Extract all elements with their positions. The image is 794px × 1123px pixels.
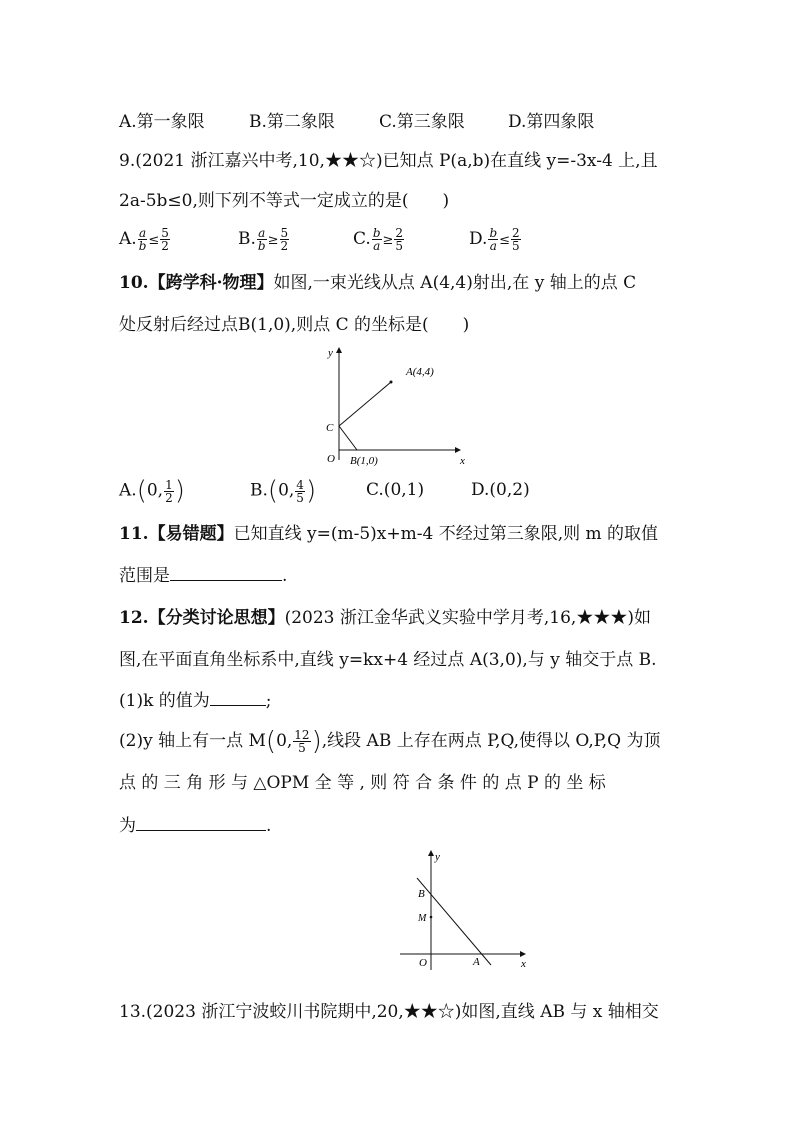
frac-num: a: [258, 226, 266, 240]
origin-label: O: [419, 957, 427, 969]
part2-text: (2)y 轴上有一点 M: [119, 731, 266, 751]
q9-option-b: [238, 227, 290, 252]
frac-den: 2: [161, 239, 169, 253]
incident-ray: [339, 382, 391, 426]
origin-label: O: [327, 453, 335, 465]
frac-num: 4: [296, 477, 304, 492]
point-m-label: M: [418, 913, 427, 924]
frac-den: 5: [512, 239, 520, 253]
option-label: C.: [353, 229, 371, 249]
relation: ≥: [382, 233, 394, 248]
q11-stem-text2: 范围是: [119, 566, 170, 586]
q12-stem-line2: 图,在平面直角坐标系中,直线 y=kx+4 经过点 A(3,0),与 y 轴交于点 B.: [119, 650, 657, 670]
q12-part2: (2)y 轴上有一点 M(0, $\frac{12}{5}$ ),线段 AB 上存在两点 P,Q,使得以 O,P,Q 为顶: [119, 726, 661, 757]
relation: ≤: [148, 233, 160, 248]
frac-num: 12: [294, 728, 310, 742]
q12-figure: [395, 845, 535, 975]
period: .: [282, 566, 288, 586]
y-axis-label: y: [435, 851, 440, 863]
q8-option-a: A.第一象限: [119, 112, 205, 132]
q8-option-c: C.第三象限: [379, 112, 465, 132]
frac-den: 2: [280, 239, 289, 253]
q9-option-a: [119, 227, 171, 252]
point-a-label: A(4,4): [406, 366, 434, 378]
option-label: B.: [250, 480, 268, 501]
point-m: [430, 916, 433, 919]
y-axis-label: y: [328, 347, 333, 359]
q10-option-a: A.(0, $\frac{1}{2}$ ): [119, 476, 185, 506]
frac-den: b: [138, 239, 147, 253]
answer-blank[interactable]: [136, 814, 266, 831]
frac-den: a: [489, 239, 497, 253]
q10-stem-line1: [119, 272, 636, 294]
point-b-label: B: [418, 888, 425, 900]
q10-option-c: C.(0,1): [366, 480, 425, 500]
period: .: [266, 816, 272, 836]
q10-figure: [320, 342, 480, 467]
answer-blank[interactable]: [170, 564, 282, 581]
coord-x: 0: [276, 731, 287, 751]
q12-tag: 12.【分类讨论思想】: [119, 608, 285, 628]
q10-stem-line2: 处反射后经过点B(1,0),则点 C 的坐标是( ): [119, 315, 470, 335]
q12-part1: [119, 689, 272, 712]
option-label: A.: [119, 480, 137, 501]
frac-num: 5: [280, 226, 289, 240]
coord-x: 0: [278, 480, 289, 501]
part1-text: (1)k 的值为: [119, 691, 210, 711]
line-ab: [417, 878, 491, 965]
line6-text: 为: [119, 816, 136, 836]
q12-line6: [119, 814, 271, 837]
frac-num: b: [489, 226, 498, 240]
option-label: A.: [119, 229, 137, 249]
point-b-label: B(1,0): [350, 455, 378, 467]
q13-stem-line1: 13.(2023 浙江宁波蛟川书院期中,20,★★☆)如图,直线 AB 与 x 轴相交: [119, 1002, 659, 1022]
part1-end: ;: [265, 691, 272, 711]
point-c-label: C: [326, 422, 334, 434]
q10-stem-text: 如图,一束光线从点 A(4,4)射出,在 y 轴上的点 C: [273, 273, 637, 293]
q8-option-d: D.第四象限: [508, 112, 595, 132]
q10-option-b: B.(0, $\frac{4}{5}$ ): [250, 476, 317, 506]
q12-stem-text: (2023 浙江金华武义实验中学月考,16,★★★)如: [284, 608, 651, 628]
frac-num: 2: [395, 226, 404, 240]
relation: ≤: [499, 233, 511, 248]
option-label: B.: [238, 229, 256, 249]
answer-blank[interactable]: [210, 689, 266, 706]
reflected-ray: [339, 426, 357, 450]
frac-num: 2: [512, 226, 520, 240]
part2-text2: ,线段 AB 上存在两点 P,Q,使得以 O,P,Q 为顶: [321, 731, 661, 751]
frac-den: 2: [165, 490, 173, 505]
frac-num: a: [138, 226, 147, 240]
q9-option-c: [353, 227, 405, 252]
frac-num: 5: [161, 226, 169, 240]
q11-tag: 11.【易错题】: [119, 524, 234, 544]
option-label: D.: [469, 229, 488, 249]
q11-stem-line2: [119, 564, 287, 587]
q9-stem-line1: 9.(2021 浙江嘉兴中考,10,★★☆)已知点 P(a,b)在直线 y=-3x-4 上,且: [119, 151, 658, 171]
point-a-label: A: [473, 956, 480, 968]
point-a: [390, 381, 393, 384]
frac-den: 5: [395, 239, 404, 253]
q8-option-b: B.第二象限: [249, 112, 335, 132]
coord-x: 0: [146, 480, 158, 501]
q10-option-d: D.(0,2): [471, 480, 530, 500]
frac-num: 1: [165, 477, 173, 492]
q11-stem-line1: [119, 523, 658, 545]
q12-line5: 点 的 三 角 形 与 △OPM 全 等 , 则 符 合 条 件 的 点 P 的 坐 标: [119, 773, 606, 793]
q9-stem-line2: 2a-5b≤0,则下列不等式一定成立的是( ): [119, 191, 450, 211]
q9-option-d: [469, 227, 522, 252]
frac-den: a: [373, 239, 381, 253]
frac-den: 5: [296, 490, 304, 505]
q12-stem-line1: [119, 607, 651, 629]
frac-num: b: [372, 226, 381, 240]
x-axis-label: x: [521, 958, 526, 970]
frac-den: b: [257, 239, 266, 253]
relation: ≥: [267, 233, 279, 248]
x-axis-label: x: [460, 455, 465, 467]
q10-tag: 10.【跨学科·物理】: [119, 273, 274, 293]
q11-stem-text: 已知直线 y=(m-5)x+m-4 不经过第三象限,则 m 的取值: [233, 524, 659, 544]
frac-den: 5: [298, 741, 306, 755]
